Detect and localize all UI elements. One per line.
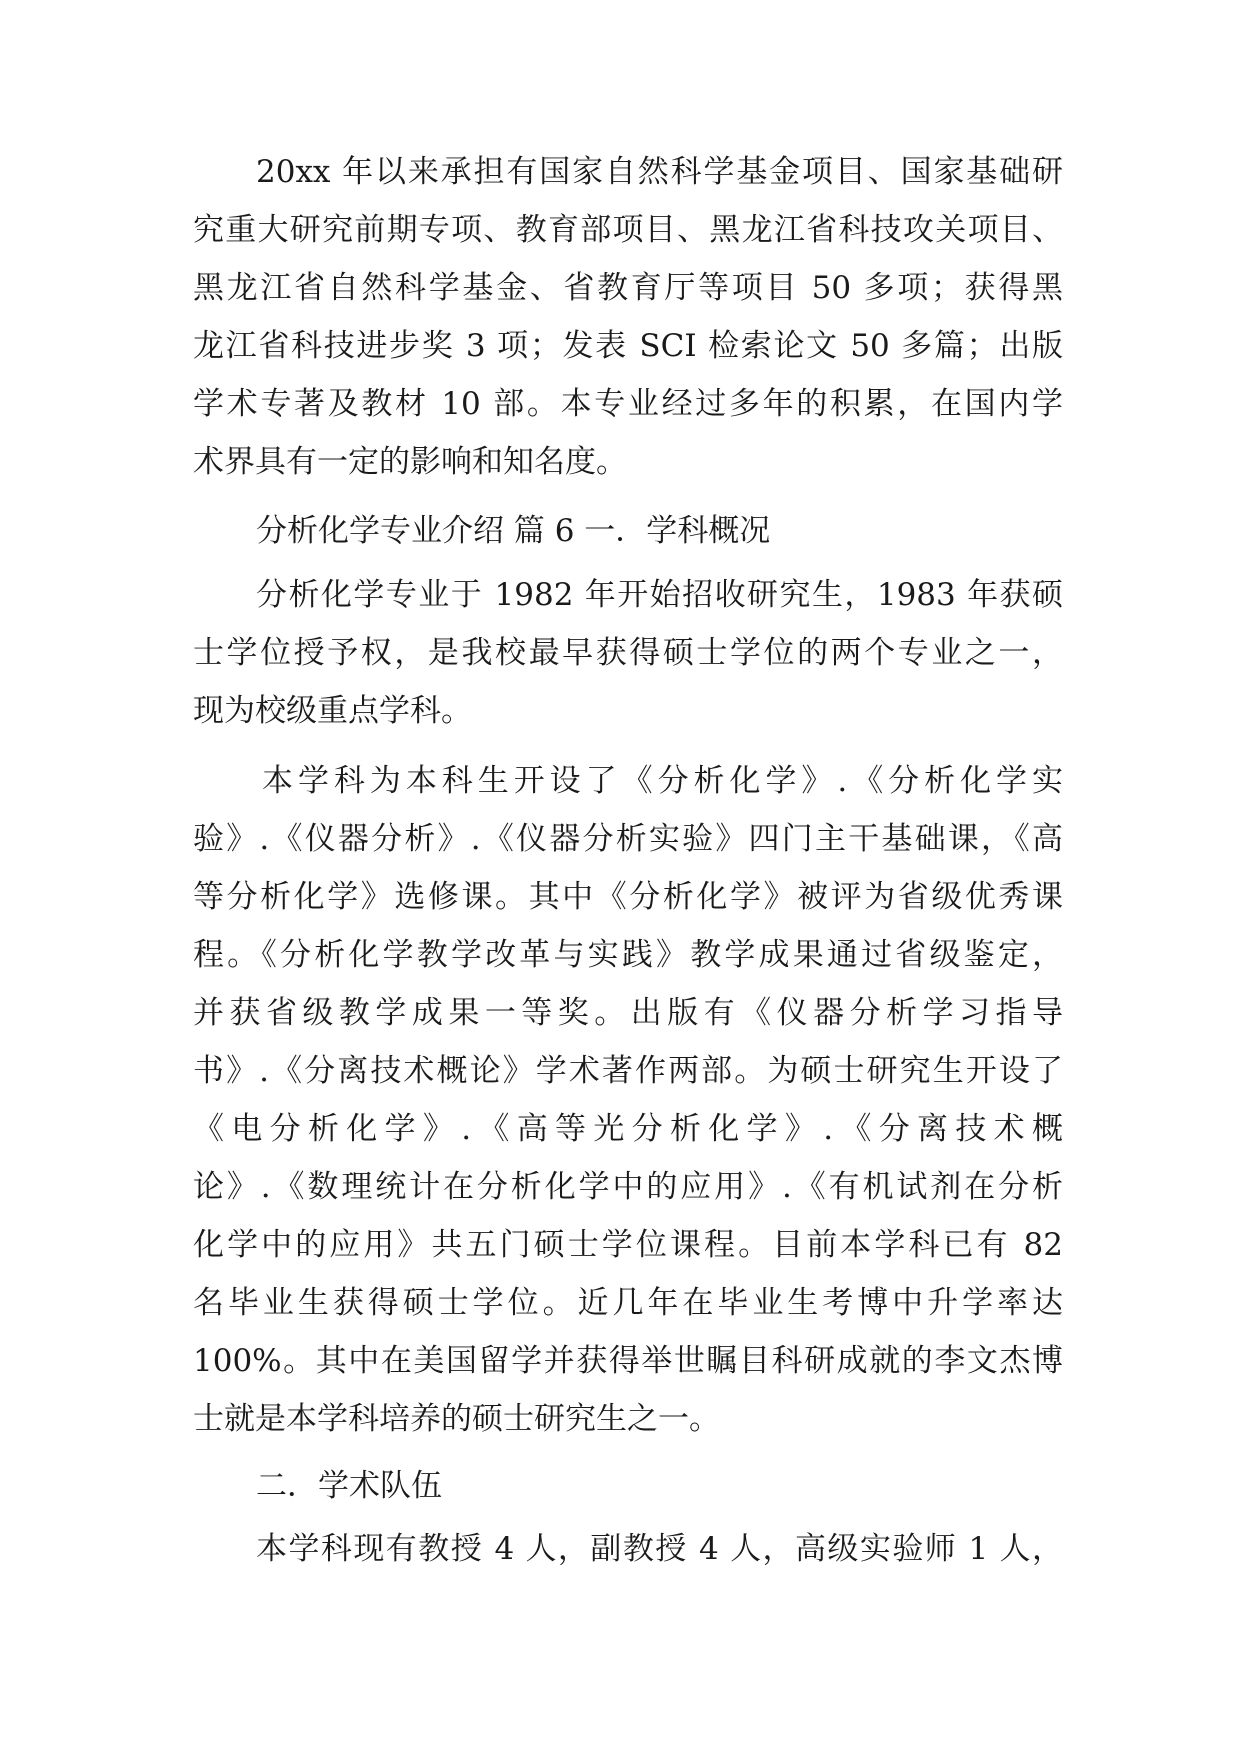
section-heading: 分析化学专业介绍 篇 6 一．学科概况 xyxy=(256,513,771,549)
text-line: 化学中的应用》共五门硕士学位课程。目前本学科已有 82 xyxy=(193,1227,1063,1263)
text-line: 士就是本学科培养的硕士研究生之一。 xyxy=(193,1401,720,1437)
text-line: 学术专著及教材 10 部。本专业经过多年的积累，在国内学 xyxy=(193,386,1063,422)
text-line: 程。《分析化学教学改革与实践》教学成果通过省级鉴定， xyxy=(193,937,1063,973)
text-line: 术界具有一定的影响和知名度。 xyxy=(193,444,627,480)
text-line: 分析化学专业于 1982 年开始招收研究生，1983 年获硕 xyxy=(256,577,1063,613)
text-line: 并获省级教学成果一等奖。出版有《仪器分析学习指导 xyxy=(193,995,1063,1031)
text-line: 本学科为本科生开设了《分析化学》.《分析化学实 xyxy=(262,763,1063,799)
text-line: 100%。其中在美国留学并获得举世瞩目科研成就的李文杰博 xyxy=(193,1343,1063,1379)
text-line: 《电分析化学》.《高等光分析化学》.《分离技术概 xyxy=(193,1111,1063,1147)
text-line: 论》.《数理统计在分析化学中的应用》.《有机试剂在分析 xyxy=(193,1169,1063,1205)
section-heading: 二．学术队伍 xyxy=(256,1468,442,1504)
text-line: 龙江省科技进步奖 3 项；发表 SCI 检索论文 50 多篇；出版 xyxy=(193,328,1063,364)
text-line: 现为校级重点学科。 xyxy=(193,693,472,729)
text-line: 名毕业生获得硕士学位。近几年在毕业生考博中升学率达 xyxy=(193,1285,1063,1321)
text-line: 黑龙江省自然科学基金、省教育厅等项目 50 多项；获得黑 xyxy=(193,270,1063,306)
text-line: 验》.《仪器分析》.《仪器分析实验》四门主干基础课，《高 xyxy=(193,821,1063,857)
text-line: 书》.《分离技术概论》学术著作两部。为硕士研究生开设了 xyxy=(193,1053,1063,1089)
text-line: 本学科现有教授 4 人，副教授 4 人，高级实验师 1 人， xyxy=(256,1531,1063,1567)
text-line: 20xx 年以来承担有国家自然科学基金项目、国家基础研 xyxy=(256,154,1063,190)
text-line: 士学位授予权，是我校最早获得硕士学位的两个专业之一， xyxy=(193,635,1063,671)
text-line: 等分析化学》选修课。其中《分析化学》被评为省级优秀课 xyxy=(193,879,1063,915)
text-line: 究重大研究前期专项、教育部项目、黑龙江省科技攻关项目、 xyxy=(193,212,1063,248)
